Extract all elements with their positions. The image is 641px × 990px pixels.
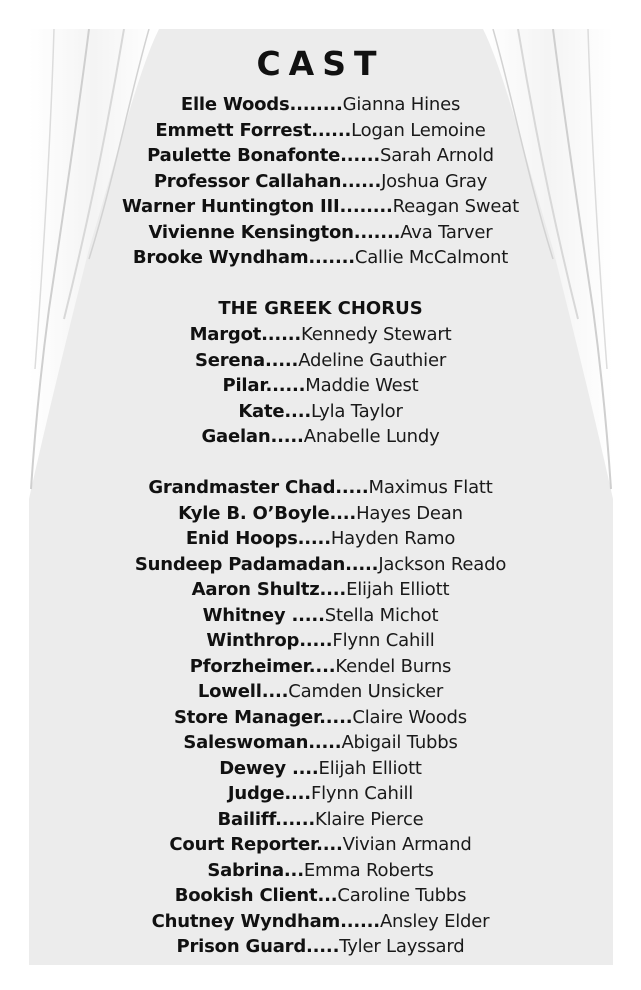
chorus-heading: THE GREEK CHORUS	[218, 298, 423, 319]
cast-line	[0, 144, 641, 168]
cast-line	[0, 425, 641, 449]
role-name: Winthrop	[206, 630, 300, 651]
dot-leader: ....	[284, 783, 311, 804]
actor-name: Stella Michot	[324, 604, 439, 626]
actor-name: Maddie West	[305, 375, 419, 396]
actor-name: Gianna Hines	[342, 94, 461, 115]
cast-line	[0, 170, 641, 194]
actor-name: Vivian Armand	[342, 834, 472, 855]
dot-leader: ....	[284, 400, 311, 422]
dot-leader: ...	[283, 859, 304, 881]
actor-name: Camden Unsicker	[288, 681, 444, 702]
cast-line	[0, 349, 641, 373]
role-name: Saleswoman	[183, 732, 309, 753]
dot-leader: ....	[291, 757, 319, 779]
dot-leader: .....	[306, 936, 340, 957]
actor-name: Tyler Layssard	[339, 936, 465, 957]
cast-line	[0, 731, 641, 755]
dot-leader: .....	[335, 477, 369, 498]
cast-line	[0, 553, 641, 577]
role-name: Elle Woods	[180, 94, 290, 115]
role-name: Pilar	[222, 375, 266, 396]
cast-line	[0, 757, 641, 781]
dot-leader: .....	[264, 349, 299, 371]
actor-name: Flynn Cahill	[310, 783, 414, 804]
role-name: Bookish Client	[174, 885, 318, 906]
actor-name: Logan Lemoine	[351, 119, 486, 141]
cast-line	[0, 221, 641, 245]
dot-leader: ...	[317, 885, 338, 906]
cast-line	[0, 808, 641, 832]
role-name: Aaron Shultz	[191, 579, 320, 600]
dot-leader: .....	[299, 630, 333, 651]
role-name: Sundeep Padamadan	[134, 553, 346, 575]
cast-line	[0, 655, 641, 679]
actor-name: Caroline Tubbs	[337, 885, 467, 906]
cast-line	[0, 400, 641, 424]
actor-name: Emma Roberts	[303, 859, 434, 881]
role-name: Emmett Forrest	[155, 119, 312, 141]
dot-leader: ......	[311, 119, 352, 141]
actor-name: Callie McCalmont	[354, 247, 509, 268]
dot-leader: ......	[261, 324, 301, 345]
role-name: Serena	[194, 349, 265, 371]
role-name: Store Manager	[174, 706, 320, 728]
cast-line	[0, 323, 641, 347]
actor-name: Kennedy Stewart	[300, 324, 452, 345]
dot-leader: ......	[275, 808, 315, 830]
cast-line	[0, 476, 641, 500]
cast-line	[0, 195, 641, 219]
dot-leader: .......	[353, 221, 401, 243]
actor-name: Hayes Dean	[356, 502, 463, 524]
role-name: Whitney	[202, 604, 292, 626]
actor-name: Klaire Pierce	[314, 808, 424, 830]
cast-line	[0, 935, 641, 959]
cast-line	[0, 859, 641, 883]
cast-line	[0, 833, 641, 857]
actor-name: Abigail Tubbs	[341, 732, 458, 753]
cast-line	[0, 527, 641, 551]
dot-leader: ......	[265, 375, 306, 396]
dot-leader: .....	[345, 553, 379, 575]
dot-leader: .....	[297, 528, 331, 549]
cast-line	[0, 706, 641, 730]
role-name: Chutney Wyndham	[151, 910, 341, 932]
dot-leader: ....	[308, 655, 336, 677]
actor-name: Kendel Burns	[335, 655, 452, 677]
dot-leader: ........	[339, 196, 393, 217]
dot-leader: .......	[308, 247, 355, 268]
role-name: Pforzheimer	[189, 655, 309, 677]
dot-leader: ......	[340, 910, 380, 932]
dot-leader: ....	[329, 502, 357, 524]
dot-leader: ....	[316, 834, 343, 855]
page-title: CAST	[256, 44, 385, 83]
role-name: Brooke Wyndham	[132, 247, 309, 268]
role-name: Lowell	[197, 681, 262, 702]
actor-name: Ansley Elder	[379, 910, 490, 932]
cast-line	[0, 680, 641, 704]
role-name: Sabrina	[207, 859, 284, 881]
role-name: Warner Huntington III	[122, 196, 340, 217]
actor-name: Anabelle Lundy	[303, 426, 440, 447]
actor-name: Elijah Elliott	[346, 579, 450, 600]
dot-leader: .....	[319, 706, 353, 728]
cast-line	[0, 502, 641, 526]
role-name: Bailiff	[217, 808, 276, 830]
dot-leader: ......	[341, 170, 382, 192]
cast-line	[0, 910, 641, 934]
cast-line	[0, 246, 641, 270]
dot-leader: .....	[308, 732, 342, 753]
dot-leader: .....	[291, 604, 325, 626]
cast-line	[0, 93, 641, 117]
actor-name: Joshua Gray	[381, 170, 488, 192]
role-name: Enid Hoops	[185, 528, 298, 549]
cast-line	[0, 782, 641, 806]
role-name: Gaelan	[201, 426, 271, 447]
role-name: Grandmaster Chad	[148, 477, 336, 498]
actor-name: Jackson Reado	[378, 553, 507, 575]
actor-name: Reagan Sweat	[392, 196, 519, 217]
dot-leader: ....	[319, 579, 347, 600]
dot-leader: ........	[289, 94, 343, 115]
role-name: Judge	[227, 783, 285, 804]
role-name: Paulette Bonafonte	[147, 145, 341, 166]
actor-name: Elijah Elliott	[318, 757, 422, 779]
role-name: Margot	[189, 324, 262, 345]
actor-name: Flynn Cahill	[332, 630, 435, 651]
actor-name: Claire Woods	[352, 706, 467, 728]
cast-line	[0, 884, 641, 908]
cast-line	[0, 119, 641, 143]
actor-name: Sarah Arnold	[379, 145, 494, 166]
role-name: Court Reporter	[169, 834, 317, 855]
actor-name: Ava Tarver	[400, 221, 493, 243]
actor-name: Hayden Ramo	[330, 528, 456, 549]
role-name: Professor Callahan	[153, 170, 342, 192]
actor-name: Lyla Taylor	[310, 400, 403, 422]
role-name: Kate	[238, 400, 285, 422]
dot-leader: ......	[340, 145, 380, 166]
cast-line	[0, 374, 641, 398]
actor-name: Adeline Gauthier	[298, 349, 447, 371]
role-name: Kyle B. O’Boyle	[178, 502, 330, 524]
cast-line	[0, 629, 641, 653]
cast-line	[0, 578, 641, 602]
cast-line	[0, 604, 641, 628]
role-name: Prison Guard	[176, 936, 307, 957]
role-name: Vivienne Kensington	[148, 221, 354, 243]
role-name: Dewey	[219, 757, 292, 779]
actor-name: Maximus Flatt	[368, 477, 493, 498]
dot-leader: .....	[270, 426, 304, 447]
dot-leader: ....	[261, 681, 289, 702]
